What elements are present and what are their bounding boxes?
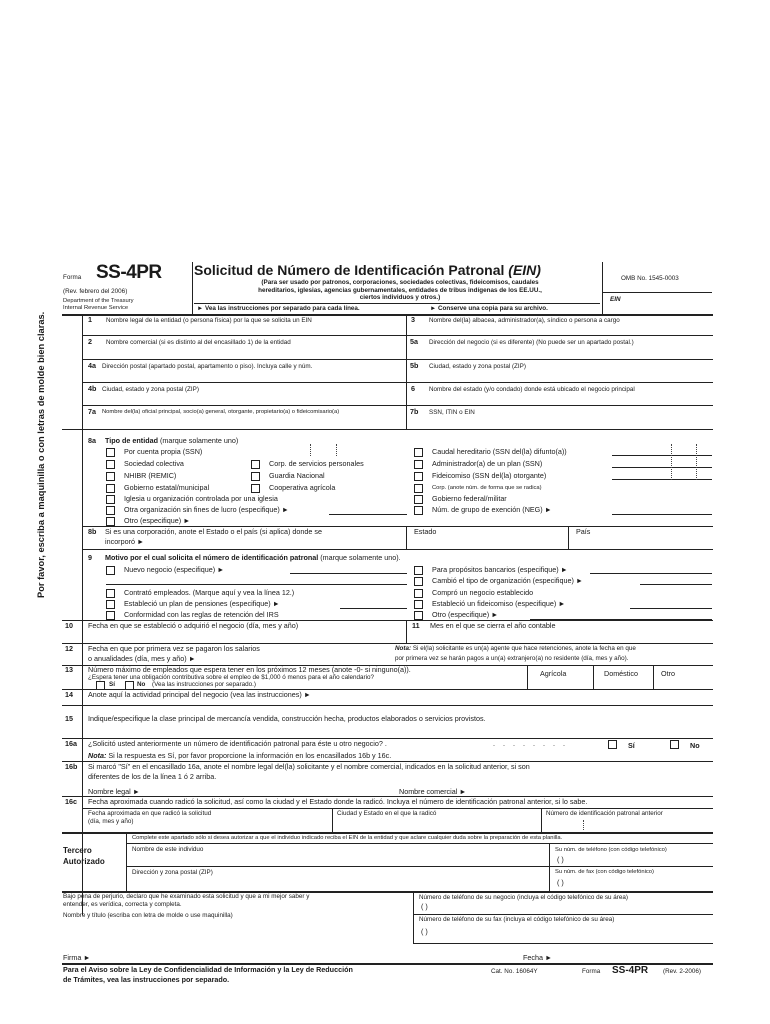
checkbox-corp[interactable]	[414, 484, 423, 493]
checkbox-establecio-fideicomiso[interactable]	[414, 600, 423, 609]
designee-phone-field[interactable]: ( )	[557, 855, 564, 864]
checkbox-fideicomiso[interactable]	[414, 472, 423, 481]
form-number: SS-4PR	[96, 262, 162, 283]
checkbox-gobierno-federal[interactable]	[414, 495, 423, 504]
fecha-aproximada-field[interactable]: Fecha aproximada en que radicó la solicitud	[88, 810, 212, 817]
nombre-titulo-field[interactable]: Nombre y título (escriba con letra de molde o use maquinilla)	[63, 912, 233, 919]
otro-column: Otro	[661, 669, 675, 678]
privacy-notice: Para el Aviso sobre la Ley de Confidencialidad de Información y la Ley de Reducción	[63, 965, 353, 974]
checkbox-gobierno-estatal[interactable]	[106, 484, 115, 493]
checkbox-administrador-plan[interactable]	[414, 460, 423, 469]
business-fax-field[interactable]: ( )	[421, 927, 428, 936]
entity-type-title: Tipo de entidad	[105, 436, 158, 445]
tercero-label: Tercero	[63, 846, 92, 855]
checkbox-plan-pensiones[interactable]	[106, 600, 115, 609]
checkbox-contrato-empleados[interactable]	[106, 589, 115, 598]
agricola-column: Agrícola	[540, 669, 567, 678]
form-title: Solicitud de Número de Identificación Patronal (EIN)	[194, 262, 541, 278]
signature-field[interactable]: Firma ►	[63, 953, 91, 962]
checkbox-sociedad-colectiva[interactable]	[106, 460, 115, 469]
line-7a-label: Nombre del(la) oficial principal, socio(a) general, otorgante, propietario(a) o fideicomisario(a)	[102, 409, 340, 415]
pais-label: País	[576, 527, 591, 536]
checkbox-corp-servicios[interactable]	[251, 460, 260, 469]
numero-anterior-field[interactable]: Número de identificación patronal anterior	[546, 810, 663, 817]
checkbox-nhibr[interactable]	[106, 472, 115, 481]
form-page: Forma SS-4PR (Rev. febrero del 2006) Department of the Treasury Internal Revenue Service Solicitud de Número de Identificación Patronal (EIN) (Para ser usado por patronos, corporaciones, sociedades colectivas, fideicomisos, caudales hereditarios, iglesias, agencias gubernamentales, entidades de tribus indígenas de los EE.UU., ciertos individuos y otros.) ► Vea las instrucciones por separado para cada línea. ► Conserve una copia para su archivo. OMB No. 1545-0003 EIN Por favor, escriba a maquinilla o con letras de molde bien claras. 1 Nombre legal de la entidad (o persona física) por la que se solicita un EIN 3 Nombre del(la) albacea, administrador(a), síndico o persona a cargo 2 Nombre comercial (si es distinto al del encasillado 1) de la entidad 5a Dirección del negocio (si es diferente) (No puede ser un apartado postal.) 4a Dirección postal (apartado postal, apartamento o piso). Incluya calle y núm. 5b Ciudad, estado y zona postal (ZIP) 4b Ciudad, estado y zona postal (ZIP) 6 Nombre del estado (y/o condado) donde está ubicado el negocio principal 7a Nombre del(la) oficial principal, socio(a) general, otorgante, propietario(a) o fideicomisario(a) 7b SSN, ITIN o EIN 8a Tipo de entidad (marque solamente uno) Por cuenta propia (SSN) Sociedad colectiva Corp. de servicios personales NHIBR (REMIC) Guardia Nacional Gobierno estatal/municipal Cooperativa agrícola Iglesia u organización controlada por una iglesia Otra organización sin fines de lucro (especifique) ► Otro (especifique) ► Caudal hereditario (SSN del(la) difunto(a)) Administrador(a) de un plan (SSN) Fideicomiso (SSN del(la) otorgante) Corp. (anote núm. de forma que se radica) Gobierno federal/militar Núm. de grupo de exención (NEG) ► 8b Si es una corporación, anote el Estado o el país (si aplica) donde se incorporó ► Estado País 9 Motivo por el cual solicita el número de identificación patronal (marque solamente uno). Nuevo negocio (especifique) ► Contrató empleados. (Marque aquí y vea la línea 12.) Estableció un plan de pensiones (especifique) ► Conformidad con las reglas de retención del IRS Para propósitos bancarios (especifique) ► Cambió el tipo de organización (especifique) ► Compró un negocio establecido Estableció un fideicomiso (especifique) ► Otro (especifique) ► 10 Fecha en que se estableció o adquirió el negocio (día, mes y año) 11 Mes en el que se cierra el año contable 12 Fecha en que por primera vez se pagaron los salarios o anualidades (día, mes y año) ► Nota: Si el(la) solicitante es un(a) agente que hace retenciones, anote la fecha en que por primera vez se harán pagos a un(a) extranjero(a) no residente (día, mes y año). 13 Número máximo de empleados que espera tener en los próximos 12 meses (anote -0- si ninguno(a)). ¿Espera tener una obligación contributiva sobre el empleo de $1,000 ó menos para el año calendario? Sí No (Vea las instrucciones por separado.) Agrícola Doméstico Otro 14 Anote aquí la actividad principal del negocio (vea las instrucciones) ► 15 Indique/especifique la clase principal de mercancía vendida, construcción hecha, productos elaborados o servicios provistos. 16a ¿Solicitó usted anteriormente un número de identificación patronal para éste u otro negocio? . . . . . . . . . Sí No Nota: Si la respuesta es Sí, por favor proporcione la información en los encasillados 16b y 16c. 16b Si marcó "Sí" en el encasillado 16a, anote el nombre legal del(la) solicitante y el nombre comercial, indicados en la solicitud anterior, si son diferentes de los de la línea 1 ó 2 arriba. Nombre legal ► Nombre comercial ► 16c Fecha aproximada cuando radicó la solicitud, así como la ciudad y el Estado donde la radicó. Incluya el número de identificación patronal anterior, si lo sabe. Fecha aproximada en que radicó la solicitud (día, mes y año) Ciudad y Estado en el que la radicó Número de identificación patronal anterior Tercero Autorizado Complete este apartado sólo si desea autorizar a que el individuo indicado reciba el EIN de la entidad y que aclare cualquier duda sobre la preparación de esta planilla. Nombre de este individuo Su núm. de teléfono (con código telefónico) ( ) Dirección y zona postal (ZIP) Su núm. de fax (con código telefónico) ( ) Bajo pena de perjurio, declaro que he examinado esta solicitud y que a mi mejor saber y entender, es verídica, correcta y completa. Nombre y título (escriba con letra de molde o use maquinilla) Número de teléfono de su negocio (incluya el código telefónico de su área) ( ) Número de teléfono de su fax (incluya el código telefónico de su área) ( ) Firma ► Fecha ► Para el Aviso sobre la Ley de Confidencialidad de Información y la Ley de Reducción de Trámites, vea las instrucciones por separado. Cat. No. 16064Y Forma SS-4PR (Rev. 2-2006)	[0, 0, 770, 1024]
nombre-comercial-field[interactable]: Nombre comercial ►	[399, 787, 467, 796]
checkbox-neg[interactable]	[414, 506, 423, 515]
checkbox-otro-9[interactable]	[414, 611, 423, 620]
checkbox-por-cuenta-propia[interactable]	[106, 448, 115, 457]
line-5a-label: Dirección del negocio (si es diferente) (No puede ser un apartado postal.)	[429, 339, 634, 346]
line-2-label: Nombre comercial (si es distinto al del encasillado 1) de la entidad	[106, 339, 291, 346]
agency: Internal Revenue Service	[63, 305, 129, 311]
designee-name-field[interactable]: Nombre de este individuo	[132, 846, 204, 853]
department: Department of the Treasury	[63, 298, 134, 304]
line-4a-label: Dirección postal (apartado postal, apartamento o piso). Incluya calle y núm.	[102, 363, 313, 370]
revision-date: (Rev. febrero del 2006)	[63, 288, 128, 295]
designee-fax-field[interactable]: ( )	[557, 878, 564, 887]
line-3-label: Nombre del(la) albacea, administrador(a), síndico o persona a cargo	[429, 317, 620, 324]
line-5b-label: Ciudad, estado y zona postal (ZIP)	[429, 363, 526, 370]
side-instruction-text: Por favor, escriba a maquinilla o con letras de molde bien claras.	[36, 311, 46, 598]
catalog-number: Cat. No. 16064Y	[491, 968, 538, 975]
domestico-column: Doméstico	[604, 669, 638, 678]
ciudad-estado-field[interactable]: Ciudad y Estado en el que la radicó	[337, 810, 437, 817]
autorizado-label: Autorizado	[63, 857, 105, 866]
checkbox-iglesia[interactable]	[106, 495, 115, 504]
checkbox-propositos-bancarios[interactable]	[414, 566, 423, 575]
form-subtitle: (Para ser usado por patronos, corporaciones, sociedades colectivas, fideicomisos, caudales hereditarios, iglesias, agencias gubernamentales, entidades de tribus indígenas de los EE.UU., ciertos individuos y otros.)	[258, 279, 542, 302]
checkbox-otra-sin-fines[interactable]	[106, 506, 115, 515]
checkbox-nuevo-negocio[interactable]	[106, 566, 115, 575]
checkbox-compro-negocio[interactable]	[414, 589, 423, 598]
footer-revision: (Rev. 2-2006)	[663, 968, 702, 975]
checkbox-guardia-nacional[interactable]	[251, 472, 260, 481]
checkbox-cambio-organizacion[interactable]	[414, 577, 423, 586]
checkbox-16a-si[interactable]	[608, 740, 617, 749]
reason-title: Motivo por el cual solicita el número de identificación patronal	[105, 553, 319, 562]
checkbox-otro-8a[interactable]	[106, 517, 115, 526]
checkbox-caudal-hereditario[interactable]	[414, 448, 423, 457]
nombre-legal-field[interactable]: Nombre legal ►	[88, 787, 140, 796]
checkbox-16a-no[interactable]	[670, 740, 679, 749]
line-1-label: Nombre legal de la entidad (o persona física) por la que se solicita un EIN	[106, 317, 312, 324]
checkbox-conformidad-reglas[interactable]	[106, 611, 115, 620]
ein-label: EIN	[610, 296, 621, 303]
line-4b-label: Ciudad, estado y zona postal (ZIP)	[102, 386, 199, 393]
line-7b-label: SSN, ITIN o EIN	[429, 409, 475, 416]
forma-label: Forma	[63, 274, 82, 281]
date-field[interactable]: Fecha ►	[523, 953, 553, 962]
omb-number: OMB No. 1545-0003	[621, 275, 679, 282]
designee-address-field[interactable]: Dirección y zona postal (ZIP)	[132, 869, 213, 876]
business-phone-field[interactable]: ( )	[421, 902, 428, 911]
keep-copy-note: ► Conserve una copia para su archivo.	[430, 305, 548, 312]
estado-label: Estado	[414, 527, 437, 536]
instructions-note: ► Vea las instrucciones por separado para cada línea.	[197, 305, 360, 312]
line-6-label: Nombre del estado (y/o condado) donde está ubicado el negocio principal	[429, 386, 635, 393]
footer-form-number: SS-4PR	[612, 965, 649, 976]
checkbox-cooperativa[interactable]	[251, 484, 260, 493]
